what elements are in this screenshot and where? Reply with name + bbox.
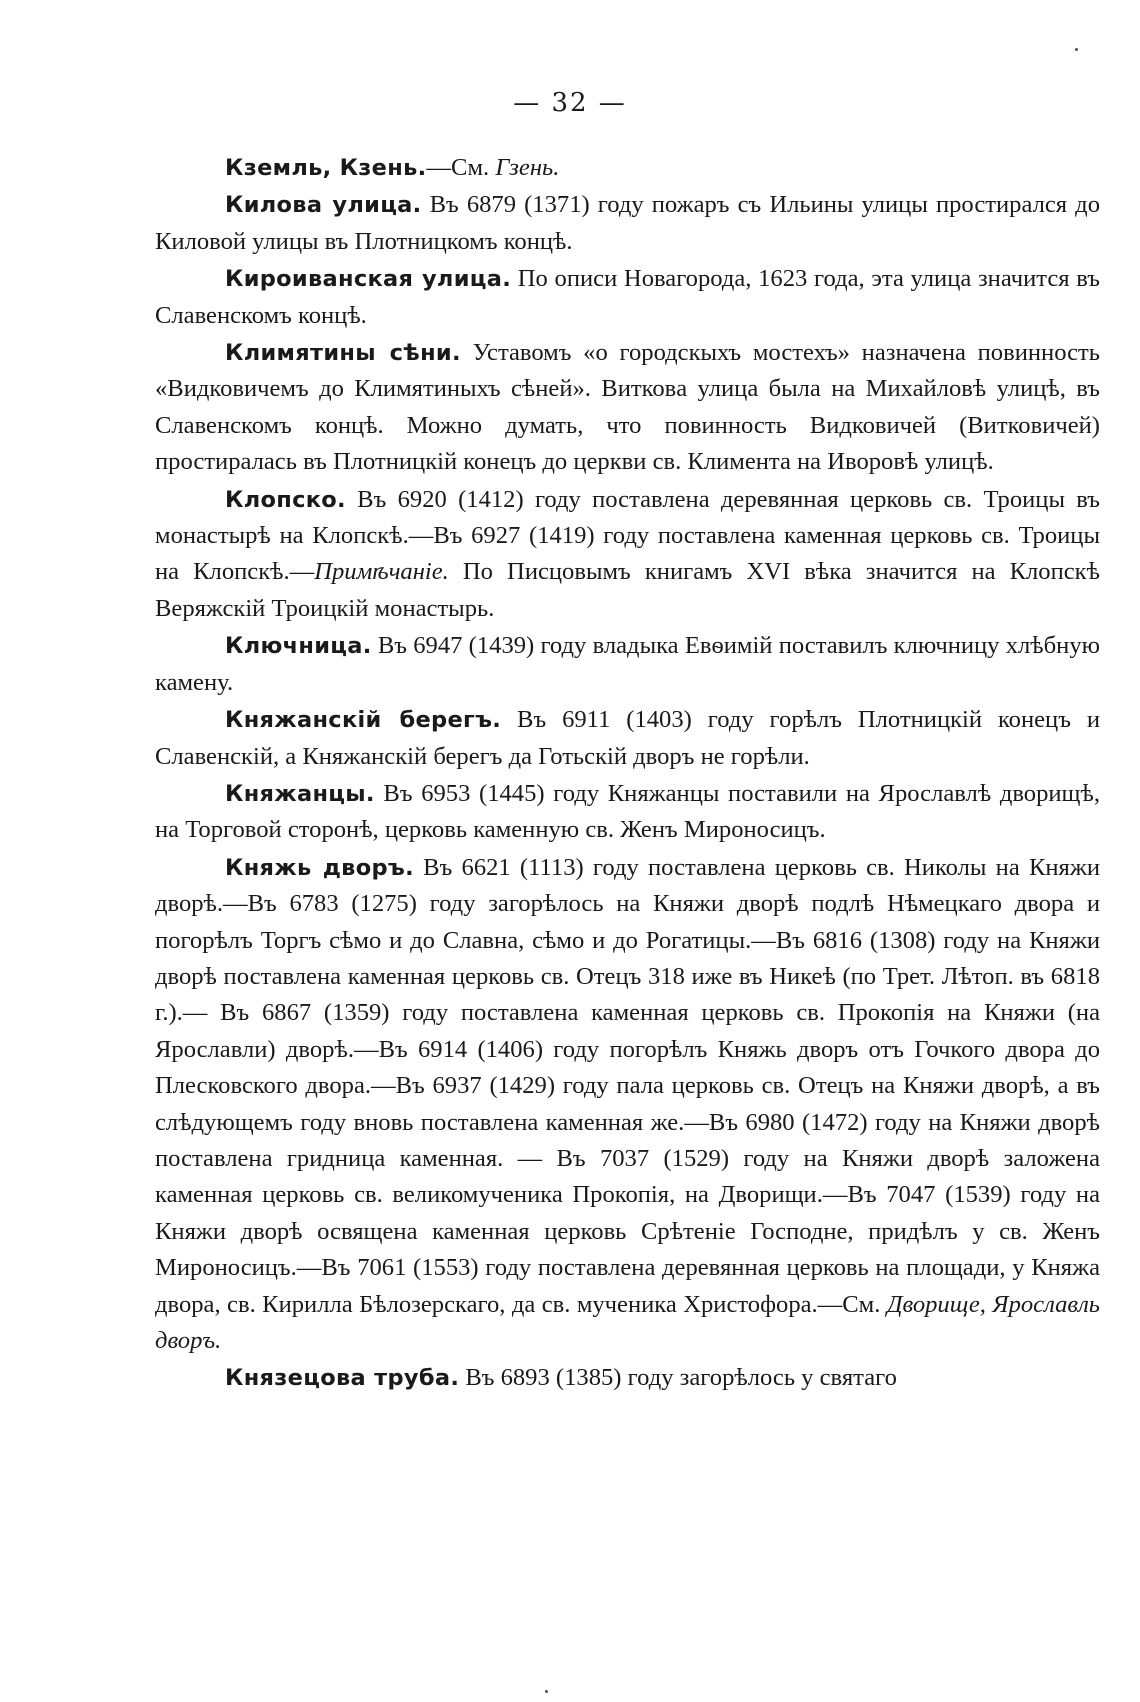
entry-text: Въ 6920 (1412) году поставлена деревянная церковь св. Троицы въ монастырѣ на Клопскѣ.—Въ 6927 (1419) году поставлена каменная церковь св. Троицы на Клопскѣ.— [155,485,1100,586]
entry-heading: Кироиванская улица. [225,266,512,293]
entry-heading: Килова улица. [225,192,422,219]
entry-kilova [155,187,1100,260]
speck-mark [1075,48,1078,51]
entry-text: Въ 6879 (1371) году пожаръ съ Ильины улицы простирался до Киловой улицы въ Плотницкомъ концѣ. [155,191,1100,255]
entry-knyazhantsy [155,776,1100,849]
entry-text-continued: По Писцовымъ книгамъ XVI вѣка значится на Клопскѣ Веряжскій Троицкій монастырь. [155,558,1100,622]
entry-cross-reference: Дворище, Ярославль дворъ. [155,1290,1100,1354]
entry-heading: Княжь дворъ. [225,854,414,881]
entry-text: Въ 6947 (1439) году владыка Евѳимій поставилъ ключницу хлѣбную камену. [155,632,1100,696]
entry-text: По описи Новагорода, 1623 года, эта улица значится въ Славенскомъ концѣ. [155,265,1100,329]
entry-heading: Князецова труба. [225,1365,460,1392]
entry-text: Уставомъ «о городскыхъ мостехъ» назначена повинность «Видковичемъ до Климятиныхъ сѣней». Витковa улица была на Михайловѣ улицѣ, въ Славенскомъ концѣ. Можно думать, что повинность Видковичей (Витковичей) простиралась въ Плотницкій конецъ до церкви св. Климента на Иворовѣ улицѣ. [155,339,1100,476]
entry-heading: Ключница. [225,633,372,660]
page-number-label: — 32 — [513,88,627,118]
entry-kzeml [155,150,1100,186]
entry-knyazh-dvor [155,850,1100,1360]
body-text [155,150,1100,1398]
entry-text: Въ 6893 (1385) году загорѣлось у святаго [459,1364,897,1392]
entry-klimyatiny [155,335,1100,481]
entry-text: Въ 6621 (1113) году поставлена церковь св. Николы на Княжи дворѣ.—Въ 6783 (1275) году загорѣлось на Княжи дворѣ подлѣ Нѣмецкаго двора и погорѣлъ Торгъ сѣмо и до Славна, сѣмо и до Рогатицы.—Въ 6816 (1308) году на Княжи дворѣ поставлена каменная церковь св. Отецъ 318 иже въ Никеѣ (по Трет. Лѣтоп. въ 6818 г.).— Въ 6867 (1359) году поставлена каменная церковь св. Прокопія на Княжи (на Ярославли) дворѣ.—Въ 6914 (1406) году погорѣлъ Княжь дворъ отъ Гочкого двора до Плесковского двора.—Въ 6937 (1429) году пала церковь св. Отецъ на Княжи дворѣ, а въ слѣдующемъ году вновь поставлена каменная же.—Въ 6980 (1472) году на Княжи дворѣ поставлена гридница каменная. — Въ 7037 (1529) году на Княжи дворѣ заложена каменная церковь св. великомученика Прокопія, на Дворищи.—Въ 7047 (1539) году на Княжи дворѣ освящена каменная церковь Срѣтеніе Господне, придѣлъ у св. Женъ Мироносицъ.—Въ 7061 (1553) году поставлена деревянная церковь на площади, у Княжа двора, св. Кирилла Бѣлозерскаго, да св. мученика Христофора.—См. [155,853,1100,1318]
entry-cross-reference: Гзень. [495,154,560,181]
entry-text: Въ 6911 (1403) году горѣлъ Плотницкій конецъ и Славенскій, а Княжанскій берегъ да Готьскій дворъ не горѣли. [155,706,1100,770]
entry-heading: Клопско. [225,486,346,513]
entry-note-label: Примѣчаніе. [314,558,449,586]
entry-knyazetsova-truba [155,1360,1100,1396]
entry-knyazhanskiy-bereg [155,702,1100,775]
entry-text: Въ 6953 (1445) году Княжанцы поставили на Ярославлѣ дворищѣ, на Торговой сторонѣ, церковь каменную св. Женъ Мироносицъ. [155,779,1100,844]
entry-heading: Княжанскій берегъ. [225,707,502,734]
entry-kiroivanskaya [155,261,1100,334]
entry-heading: Кземль, Кзень. [225,155,427,181]
entry-heading: Княжанцы. [225,780,375,807]
entry-heading: Климятины сѣни. [225,340,461,367]
entry-text: —См. [426,154,496,181]
entry-klyuchnitsa [155,628,1100,701]
page-number [0,88,1140,118]
entry-klopsko [155,482,1100,628]
speck-mark [545,1690,548,1693]
